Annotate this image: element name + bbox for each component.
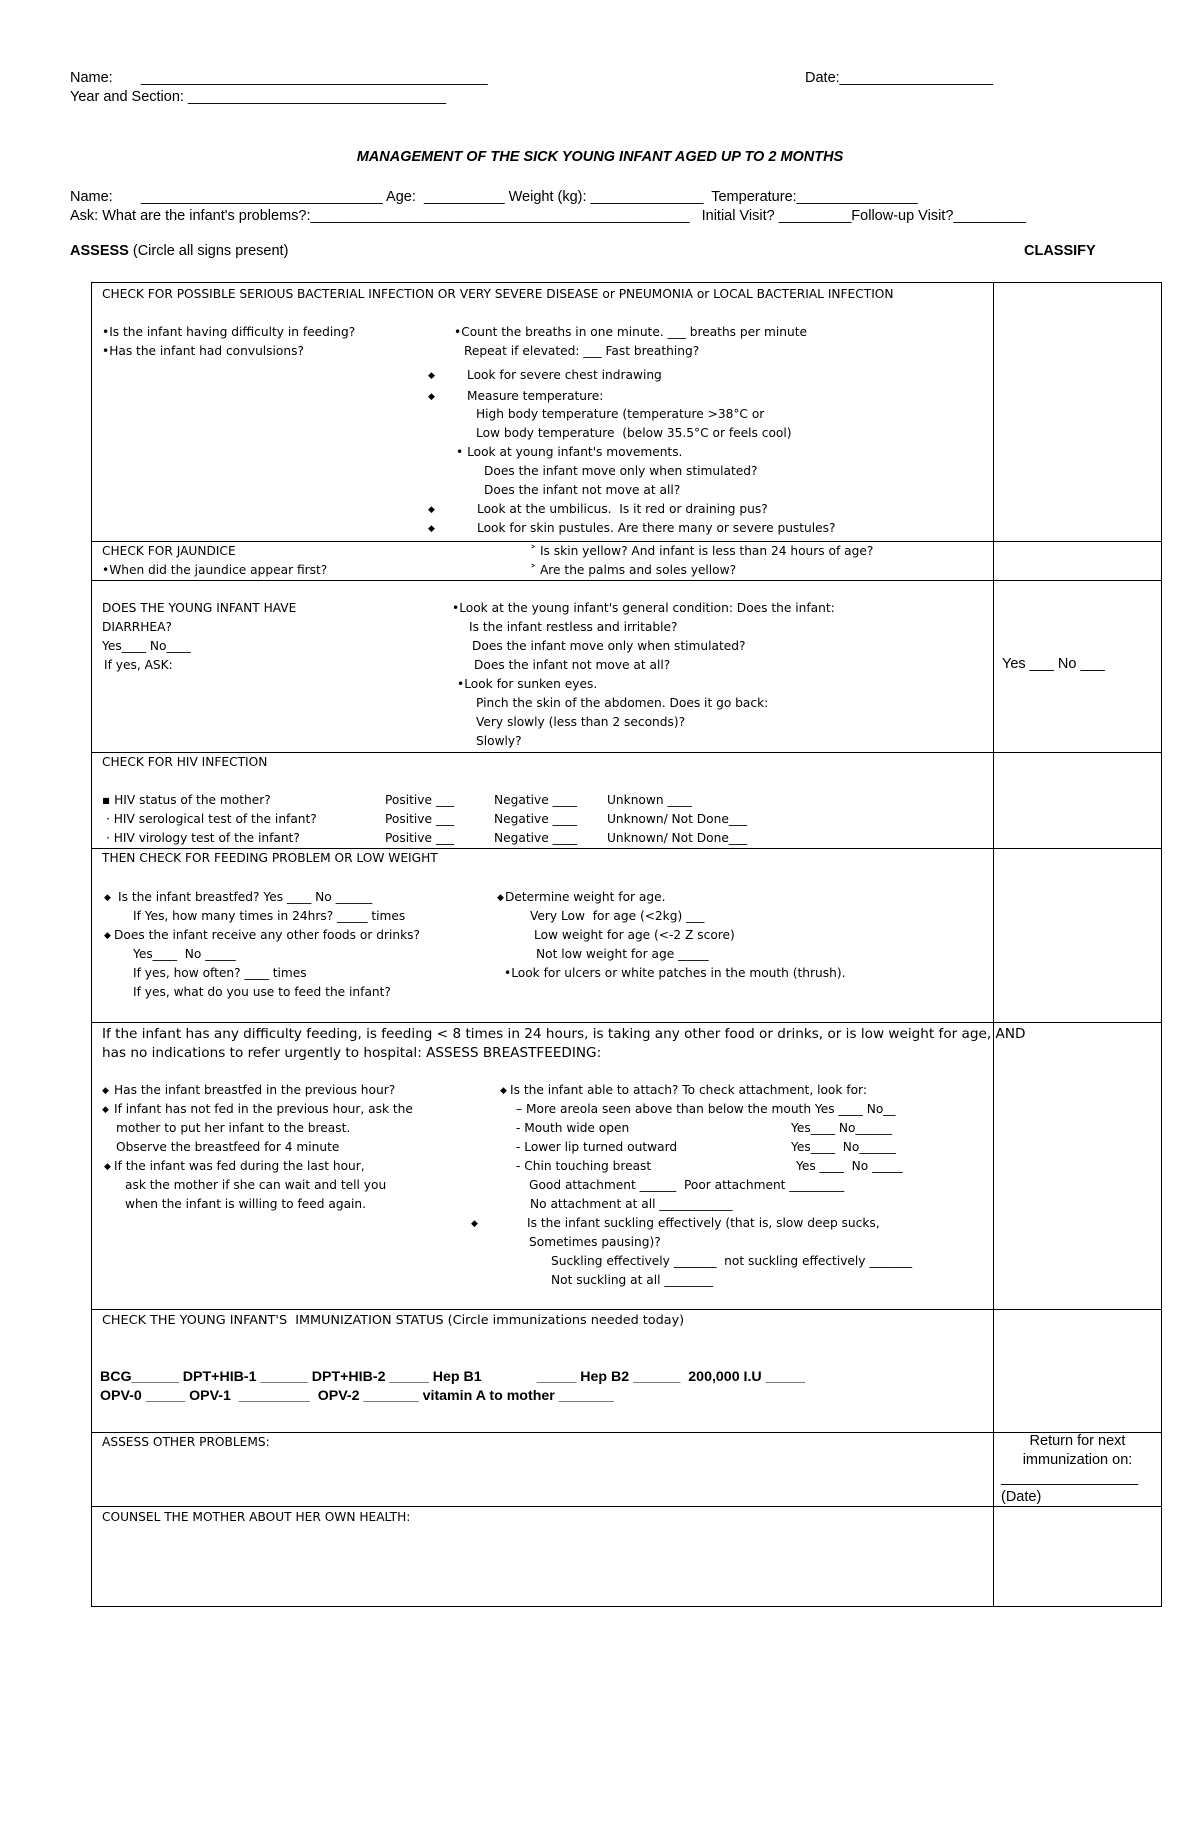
row-line <box>91 1506 1162 1507</box>
more-areola: – More areola seen above than below the mouth Yes ____ No__ <box>516 1102 896 1116</box>
breastfeeding-heading-1: If the infant has any difficulty feeding, is feeding < 8 times in 24 hours, is taking any other food or drinks, or is low weight for age, AND <box>102 1026 1026 1042</box>
skin-pinch: Pinch the skin of the abdomen. Does it go back: <box>476 696 769 710</box>
not-move-at-all: Does the infant not move at all? <box>484 483 681 497</box>
restless-irritable: Is the infant restless and irritable? <box>469 620 678 634</box>
section-heading: CHECK FOR HIV INFECTION <box>102 755 268 769</box>
breastfed-question: Is the infant breastfed? Yes ____ No ______ <box>118 890 373 904</box>
move-when-stimulated: Does the infant move only when stimulated? <box>472 639 746 653</box>
immunization-line-1[interactable]: BCG______ DPT+HIB-1 ______ DPT+HIB-2 _____ Hep B1 _____ Hep B2 ______ 200,000 I.U _____ <box>100 1369 806 1385</box>
very-slowly: Very slowly (less than 2 seconds)? <box>476 715 686 729</box>
year-section-line[interactable]: Year and Section: ________________________________ <box>70 89 447 105</box>
chest-indrawing: Look for severe chest indrawing <box>467 368 662 382</box>
diamond-bullet-icon: ◆ <box>497 892 504 902</box>
diamond-bullet-icon: ◆ <box>104 930 111 940</box>
negative-option[interactable]: Negative ____ <box>494 812 577 826</box>
how-often: If yes, how often? ____ times <box>133 966 307 980</box>
immunization-line-2[interactable]: OPV-0 _____ OPV-1 _________ OPV-2 _______ vitamin A to mother _______ <box>100 1388 614 1404</box>
section-heading: ASSESS OTHER PROBLEMS: <box>102 1435 270 1449</box>
lower-lip-yes-no[interactable]: Yes____ No______ <box>791 1140 896 1154</box>
look-thrush: •Look for ulcers or white patches in the mouth (thrush). <box>504 966 846 980</box>
positive-option[interactable]: Positive ___ <box>385 831 455 845</box>
row-line <box>91 1309 1162 1310</box>
diarrhea-classify-yes-no[interactable]: Yes ___ No ___ <box>1002 656 1105 672</box>
not-fed-ask: If infant has not fed in the previous hour, ask the <box>114 1102 413 1116</box>
if-yes-ask: If yes, ASK: <box>104 658 173 672</box>
other-foods-yes-no[interactable]: Yes____ No _____ <box>133 947 236 961</box>
negative-option[interactable]: Negative ____ <box>494 793 577 807</box>
times-in-24hrs: If Yes, how many times in 24hrs? _____ times <box>133 909 406 923</box>
measure-temperature: Measure temperature: <box>467 389 604 403</box>
table-right-border <box>1161 282 1162 1607</box>
return-next-label: Return for next <box>1029 1433 1126 1449</box>
question-convulsions: •Has the infant had convulsions? <box>102 344 304 358</box>
breastfed-previous-hour: Has the infant breastfed in the previous hour? <box>114 1083 396 1097</box>
row-line <box>91 282 1162 283</box>
palms-soles-yellow: ˃ Are the palms and soles yellow? <box>530 563 737 577</box>
diamond-bullet-icon: ◆ <box>428 391 435 401</box>
unknown-not-done-option[interactable]: Unknown/ Not Done___ <box>607 831 748 845</box>
hiv-virology-test: · HIV virology test of the infant? <box>106 831 300 845</box>
assess-heading <box>70 243 288 260</box>
section-heading: CHECK FOR JAUNDICE <box>102 544 236 558</box>
fed-last-hour: If the infant was fed during the last hour, <box>114 1159 365 1173</box>
move-when-stimulated: Does the infant move only when stimulated? <box>484 464 758 478</box>
determine-weight: Determine weight for age. <box>505 890 666 904</box>
row-line <box>91 752 1162 753</box>
assess-note: (Circle all signs present) <box>128 243 289 259</box>
unknown-option[interactable]: Unknown ____ <box>607 793 692 807</box>
willing-to-feed: when the infant is willing to feed again. <box>125 1197 367 1211</box>
sometimes-pausing: Sometimes pausing)? <box>529 1235 661 1249</box>
look-umbilicus: Look at the umbilicus. Is it red or draining pus? <box>477 502 768 516</box>
row-line <box>91 848 1162 849</box>
section-heading: CHECK FOR POSSIBLE SERIOUS BACTERIAL INFECTION OR VERY SEVERE DISEASE or PNEUMONIA or LOCAL BACTERIAL INFECTION <box>102 287 894 301</box>
table-left-border <box>91 282 92 1607</box>
diamond-bullet-icon: ◆ <box>102 1104 109 1114</box>
not-low-weight: Not low weight for age _____ <box>536 947 709 961</box>
immunization-on-label: immunization on: <box>1022 1452 1133 1468</box>
chin-touching: - Chin touching breast <box>516 1159 652 1173</box>
sunken-eyes: •Look for sunken eyes. <box>457 677 598 691</box>
problems-visit-line[interactable]: Ask: What are the infant's problems?:_______________________________________________ Initial Visit? _________Follow-up Visit?_________ <box>70 208 1026 224</box>
mouth-wide-open: - Mouth wide open <box>516 1121 630 1135</box>
attachment-quality[interactable]: Good attachment ______ Poor attachment _________ <box>529 1178 845 1192</box>
diarrhea-heading-2: DIARRHEA? <box>102 620 172 634</box>
skin-yellow: ˃ Is skin yellow? And infant is less than 24 hours of age? <box>530 544 874 558</box>
form-title: MANAGEMENT OF THE SICK YOUNG INFANT AGED UP TO 2 MONTHS <box>356 149 844 165</box>
mouth-wide-open-yes-no[interactable]: Yes____ No______ <box>791 1121 893 1135</box>
low-weight: Low weight for age (<-2 Z score) <box>534 928 735 942</box>
row-line <box>91 541 1162 542</box>
section-heading: COUNSEL THE MOTHER ABOUT HER OWN HEALTH: <box>102 1510 411 1524</box>
diarrhea-yes-no[interactable]: Yes____ No____ <box>102 639 191 653</box>
question-feeding-difficulty: •Is the infant having difficulty in feeding? <box>102 325 356 339</box>
positive-option[interactable]: Positive ___ <box>385 793 455 807</box>
diamond-bullet-icon: ◆ <box>428 504 435 514</box>
date-line[interactable]: Date:___________________ <box>805 70 993 86</box>
diamond-bullet-icon: ◆ <box>428 523 435 533</box>
put-to-breast: mother to put her infant to the breast. <box>116 1121 351 1135</box>
look-movements: • Look at young infant's movements. <box>456 445 683 459</box>
look-skin-pustules: Look for skin pustules. Are there many or severe pustules? <box>477 521 836 535</box>
hiv-serological-test: · HIV serological test of the infant? <box>106 812 317 826</box>
diamond-bullet-icon: ◆ <box>428 370 435 380</box>
section-heading: THEN CHECK FOR FEEDING PROBLEM OR LOW WEIGHT <box>102 851 438 865</box>
row-line <box>91 580 1162 581</box>
diarrhea-heading-1: DOES THE YOUNG INFANT HAVE <box>102 601 297 615</box>
able-to-attach: Is the infant able to attach? To check attachment, look for: <box>510 1083 867 1097</box>
date-label: (Date) <box>1001 1489 1042 1505</box>
not-move-at-all: Does the infant not move at all? <box>474 658 671 672</box>
diamond-bullet-icon: ◆ <box>104 1161 111 1171</box>
student-name-line[interactable]: Name: ___________________________________________ <box>70 70 488 86</box>
count-breaths: •Count the breaths in one minute. ___ breaths per minute <box>454 325 808 339</box>
not-suckling[interactable]: Not suckling at all ________ <box>551 1273 714 1287</box>
jaundice-onset: •When did the jaundice appear first? <box>102 563 328 577</box>
assess-bold: ASSESS <box>70 243 129 259</box>
unknown-not-done-option[interactable]: Unknown/ Not Done___ <box>607 812 748 826</box>
low-temperature: Low body temperature (below 35.5°C or feels cool) <box>476 426 792 440</box>
observe-breastfeed: Observe the breastfeed for 4 minute <box>116 1140 340 1154</box>
slowly: Slowly? <box>476 734 522 748</box>
high-temperature: High body temperature (temperature >38°C or <box>476 407 765 421</box>
row-line <box>91 1022 1162 1023</box>
table-column-divider <box>993 282 994 1607</box>
diamond-bullet-icon: ◆ <box>471 1218 478 1228</box>
negative-option[interactable]: Negative ____ <box>494 831 577 845</box>
ask-mother-wait: ask the mother if she can wait and tell you <box>125 1178 387 1192</box>
positive-option[interactable]: Positive ___ <box>385 812 455 826</box>
hiv-mother-status: ▪ HIV status of the mother? <box>102 793 271 807</box>
section-heading: CHECK THE YOUNG INFANT'S IMMUNIZATION STATUS (Circle immunizations needed today) <box>102 1313 685 1328</box>
very-low-weight: Very Low for age (<2kg) ___ <box>530 909 705 923</box>
no-attachment[interactable]: No attachment at all ____________ <box>530 1197 733 1211</box>
classify-heading: CLASSIFY <box>1024 243 1096 259</box>
suckling-options[interactable]: Suckling effectively _______ not suckling effectively _______ <box>551 1254 913 1268</box>
diamond-bullet-icon: ◆ <box>500 1085 507 1095</box>
repeat-if-elevated: Repeat if elevated: ___ Fast breathing? <box>464 344 700 358</box>
breastfeeding-heading-2: has no indications to refer urgently to hospital: ASSESS BREASTFEEDING: <box>102 1045 602 1061</box>
chin-touching-yes-no[interactable]: Yes ____ No _____ <box>796 1159 903 1173</box>
diamond-bullet-icon: ◆ <box>104 892 111 902</box>
what-to-feed: If yes, what do you use to feed the infant? <box>133 985 391 999</box>
row-line <box>91 1606 1162 1607</box>
suckling-effectively: Is the infant suckling effectively (that is, slow deep sucks, <box>527 1216 880 1230</box>
diamond-bullet-icon: ◆ <box>102 1085 109 1095</box>
infant-info-line[interactable]: Name: ______________________________ Age: __________ Weight (kg): ______________ Temperature:_______________ <box>70 189 918 205</box>
general-condition: •Look at the young infant's general condition: Does the infant: <box>452 601 835 615</box>
other-foods-question: Does the infant receive any other foods or drinks? <box>114 928 420 942</box>
return-date-field[interactable]: _________________ <box>1001 1470 1139 1486</box>
lower-lip-outward: - Lower lip turned outward <box>516 1140 678 1154</box>
